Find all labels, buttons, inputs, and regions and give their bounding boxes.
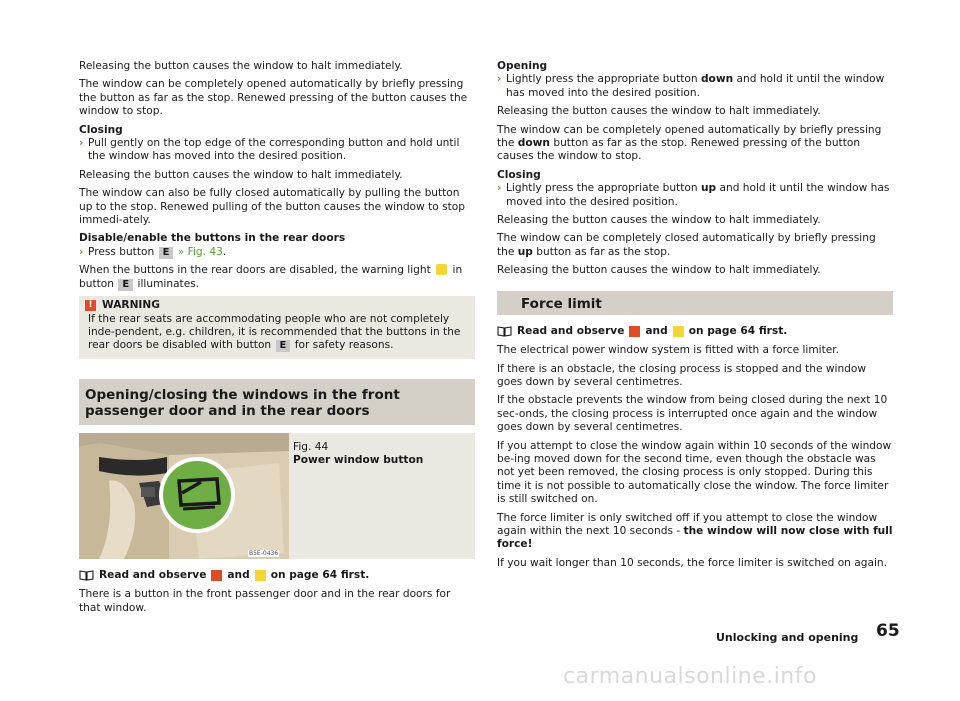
paragraph: The window can also be fully closed automatically by pulling the button up to the stop. Renewed pulling of the button causes the window to stop immedi-ately. (79, 187, 465, 227)
page-number: 65 (876, 621, 900, 641)
step-arrow-icon: › (79, 137, 84, 150)
punctuation: . (222, 245, 227, 258)
step-arrow-icon: › (497, 73, 502, 86)
text-span: Lightly press the appropriate button (506, 73, 698, 86)
text-span: and hold it until the window has moved into the desired position. (506, 73, 885, 99)
caution-yellow-icon (255, 570, 266, 581)
figure-link[interactable]: » Fig. 43 (177, 245, 223, 258)
text-span: and hold it until the window has moved into the desired position. (506, 182, 890, 208)
paragraph: If there is an obstacle, the closing process is stopped and the window goes down by several centimetres. (497, 362, 867, 388)
warning-title: WARNING (102, 299, 160, 312)
left-column (79, 60, 475, 620)
subheading-disable: Disable/enable the buttons in the rear doors (79, 232, 346, 245)
subheading-closing: Closing (79, 123, 123, 136)
text-span: in button (79, 264, 463, 290)
footer-section-title: Unlocking and opening (716, 631, 859, 644)
paragraph: Releasing the button causes the window to halt immediately. (79, 168, 403, 181)
text-span: on page 64 first. (688, 324, 788, 337)
text-span: Read and observe (99, 568, 207, 581)
text-span: and (645, 324, 668, 337)
book-icon (497, 325, 512, 337)
text-span: on page 64 first. (270, 568, 370, 581)
paragraph: Releasing the button causes the window to halt immediately. (497, 105, 821, 118)
text-span: If the rear seats are accommodating people who are not completely inde-pendent, e.g. children, it is recommended that the buttons in the rear doors be disabled with button (88, 312, 461, 352)
bold-span: up (517, 245, 533, 258)
bold-span: up (700, 182, 717, 195)
paragraph: Releasing the button causes the window to halt immediately. (497, 214, 821, 227)
warning-text (85, 313, 469, 353)
caution-yellow-icon (673, 326, 684, 337)
step-item (79, 137, 475, 164)
button-e-label: E (118, 279, 133, 291)
step-text: Press button (88, 245, 155, 258)
text-span: illuminates. (137, 277, 200, 290)
section-heading-force-limit: Force limit (497, 291, 893, 315)
paragraph: If the obstacle prevents the window from being closed during the next 10 sec-onds, the closing process is interrupted once again and the window goes down by several centimetres. (497, 394, 888, 434)
step-arrow-icon: › (79, 245, 84, 258)
text-span: button as far as the stop. (536, 245, 671, 258)
power-window-button-illustration (79, 433, 289, 559)
book-icon (79, 569, 94, 581)
button-e-label: E (276, 340, 291, 352)
bold-span: the window will now close with full force! (497, 524, 893, 551)
warning-header (85, 299, 469, 312)
text-span: When the buttons in the rear doors are disabled, the warning light (79, 264, 431, 277)
text-span: Read and observe (517, 324, 625, 337)
paragraph: The window can be completely opened automatically by briefly pressing the button as far as the stop. Renewed pressing of the button causes the window to stop. (79, 78, 468, 118)
bold-span: down (700, 73, 734, 86)
figure-44 (79, 433, 475, 559)
paragraph (497, 512, 893, 552)
paragraph: Releasing the button causes the window to halt immediately. (79, 60, 403, 72)
step-item (497, 73, 893, 100)
figure-code: B5E-0436 (249, 549, 279, 557)
text-span: for safety reasons. (294, 339, 394, 352)
paragraph: If you attempt to close the window again within 10 seconds of the window be-ing moved down for the second time, even though the obstacle was not yet been removed, the closing process is only stopped. During this time it is not possible to automatically close the window. The force limiter is still switched on. (497, 439, 892, 506)
step-item (497, 182, 893, 209)
read-observe-note (497, 325, 893, 338)
step-item (79, 246, 475, 259)
button-e-label: E (159, 247, 174, 259)
text-span: The window can be completely opened automatically by briefly pressing the (497, 123, 882, 150)
warning-red-icon (629, 326, 640, 337)
subheading-opening: Opening (497, 60, 548, 72)
figure-title: Power window button (293, 454, 424, 467)
section-heading: Opening/closing the windows in the front passenger door and in the rear doors (79, 379, 475, 425)
bold-span: down (517, 137, 550, 150)
watermark: carmanualsonline.info (563, 664, 817, 689)
figure-caption (293, 441, 423, 468)
step-text: Pull gently on the top edge of the corresponding button and hold until the window has moved into the desired position. (88, 137, 460, 163)
paragraph: There is a button in the front passenger door and in the rear doors for that window. (79, 588, 451, 614)
step-arrow-icon: › (497, 182, 502, 195)
read-observe-note (79, 569, 475, 582)
paragraph (497, 232, 893, 259)
warning-icon: ! (85, 300, 96, 311)
paragraph (497, 124, 893, 164)
text-span: The force limiter is only switched off if you attempt to close the window again within the next 10 seconds - (497, 511, 878, 537)
text-span: The window can be completely closed automatically by briefly pressing the (497, 232, 876, 258)
warning-box (79, 296, 475, 359)
warning-red-icon (211, 570, 222, 581)
paragraph (79, 264, 475, 291)
paragraph: The electrical power window system is fitted with a force limiter. (497, 344, 840, 357)
text-span: Lightly press the appropriate button (506, 182, 698, 195)
right-column (497, 60, 893, 575)
paragraph: If you wait longer than 10 seconds, the force limiter is switched on again. (497, 556, 887, 569)
text-span: button as far as the stop. Renewed pressing of the button causes the window to stop. (497, 137, 861, 163)
child-lock-light-icon (436, 264, 447, 275)
figure-number: Fig. 44 (293, 440, 329, 453)
text-span: and (227, 568, 250, 581)
paragraph: Releasing the button causes the window to halt immediately. (497, 264, 821, 277)
subheading-closing: Closing (497, 168, 541, 181)
